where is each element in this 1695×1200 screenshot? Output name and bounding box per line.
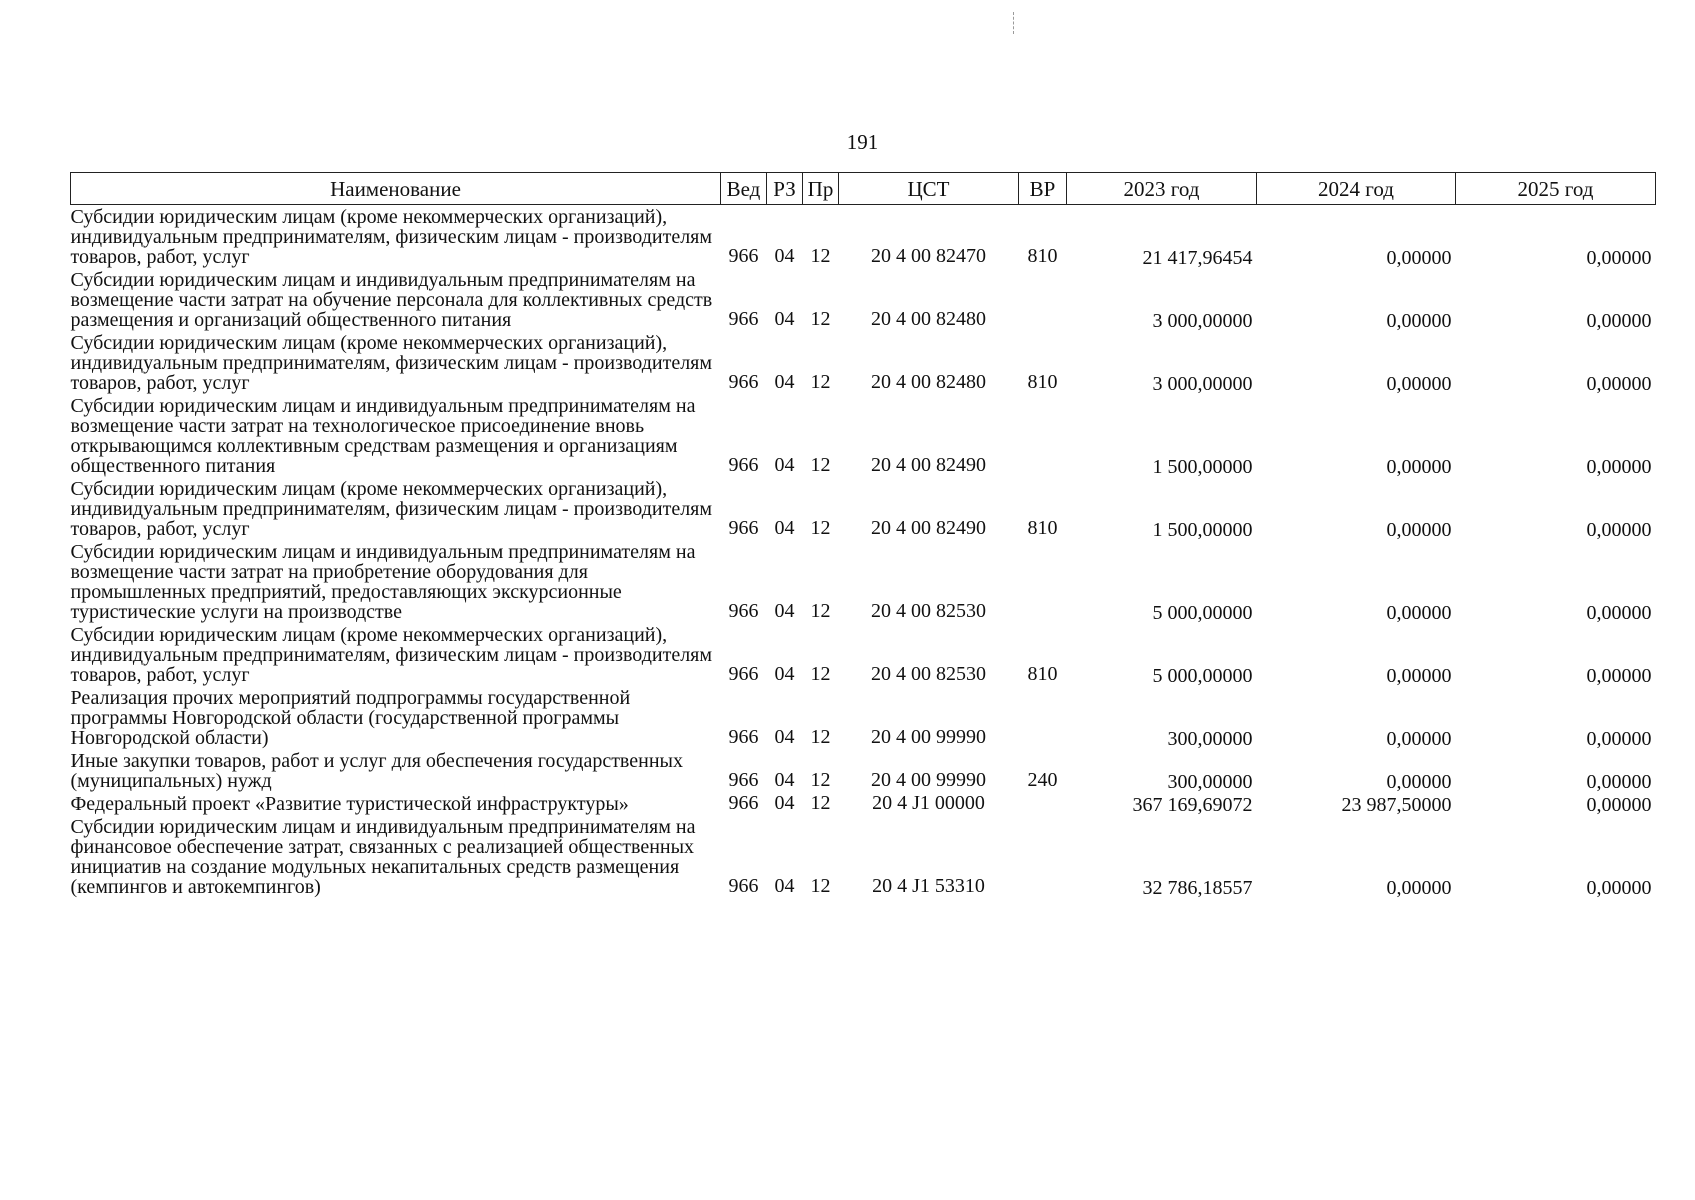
row-rz: 04 [774, 792, 795, 814]
table-row [71, 331, 1656, 394]
row-pr: 12 [810, 371, 831, 393]
table-row [71, 268, 1656, 331]
row-cst: 20 4 00 99990 [871, 769, 986, 791]
header-ved: Вед [721, 173, 767, 205]
row-name: Субсидии юридическим лицам и индивидуальным предпринимателям на возмещение части затрат на приобретение оборудования для промышленных предприятий, предоставляющих экскурсионные туристические услуги на производстве [70, 541, 696, 623]
row-vr: 240 [1027, 769, 1058, 791]
row-name: Субсидии юридическим лицам (кроме некоммерческих организаций), индивидуальным предпринимателям, физическим лицам - производителям товаров, работ, услуг [70, 206, 713, 268]
row-name: Субсидии юридическим лицам (кроме некоммерческих организаций), индивидуальным предпринимателям, физическим лицам - производителям товаров, работ, услуг [70, 332, 713, 394]
row-cst: 20 4 00 82530 [871, 600, 986, 622]
header-2025: 2025 год [1456, 173, 1656, 205]
row-name: Субсидии юридическим лицам (кроме некоммерческих организаций), индивидуальным предпринимателям, физическим лицам - производителям товаров, работ, услуг [70, 478, 713, 540]
row-vr [1019, 540, 1067, 623]
row-ved: 966 [728, 600, 759, 622]
row-2025: 0,00000 [1586, 373, 1652, 395]
row-name: Субсидии юридическим лицам и индивидуальным предпринимателям на возмещение части затрат на обучение персонала для коллективных средств размещения и организаций общественного питания [70, 269, 713, 331]
table-row [71, 792, 1656, 815]
row-2024: 0,00000 [1386, 373, 1452, 395]
row-name: Субсидии юридическим лицам и индивидуальным предпринимателям на финансовое обеспечение затрат, связанных с реализацией общественных инициатив на создание модульных некапитальных средств размещения (кемпингов и автокемпингов) [70, 816, 696, 898]
row-ved: 966 [728, 663, 759, 685]
table-row [71, 623, 1656, 686]
table-row [71, 205, 1656, 269]
row-pr: 12 [810, 769, 831, 791]
row-rz: 04 [774, 726, 795, 748]
row-2024: 0,00000 [1386, 877, 1452, 899]
row-2023: 3 000,00000 [1152, 373, 1253, 395]
row-cst: 20 4 00 82490 [871, 517, 986, 539]
table-row [71, 477, 1656, 540]
row-vr: 810 [1027, 371, 1058, 393]
row-2025: 0,00000 [1586, 665, 1652, 687]
table-row [71, 394, 1656, 477]
row-rz: 04 [774, 769, 795, 791]
page-number: 191 [846, 130, 879, 154]
row-ved: 966 [728, 454, 759, 476]
row-vr [1019, 686, 1067, 749]
page-edge-mark [1013, 12, 1015, 34]
row-ved: 966 [728, 245, 759, 267]
row-ved: 966 [728, 726, 759, 748]
row-pr: 12 [810, 308, 831, 330]
header-pr: Пр [803, 173, 839, 205]
table-header-row [71, 173, 1656, 205]
row-vr: 810 [1027, 245, 1058, 267]
table-row [71, 815, 1656, 898]
row-name: Субсидии юридическим лицам и индивидуальным предпринимателям на возмещение части затрат на технологическое присоединение вновь открывающимся коллективным средствам размещения и организациям общественного питания [70, 395, 696, 477]
row-pr: 12 [810, 663, 831, 685]
row-name: Реализация прочих мероприятий подпрограммы государственной программы Новгородской области (государственной программы Новгородской области) [70, 687, 631, 749]
row-2024: 0,00000 [1386, 456, 1452, 478]
row-2025: 0,00000 [1586, 877, 1652, 899]
row-pr: 12 [810, 600, 831, 622]
row-2023: 21 417,96454 [1142, 247, 1253, 269]
row-name: Субсидии юридическим лицам (кроме некоммерческих организаций), индивидуальным предпринимателям, физическим лицам - производителям товаров, работ, услуг [70, 624, 713, 686]
row-ved: 966 [728, 308, 759, 330]
row-rz: 04 [774, 245, 795, 267]
row-rz: 04 [774, 517, 795, 539]
row-2025: 0,00000 [1586, 310, 1652, 332]
row-2024: 0,00000 [1386, 665, 1452, 687]
budget-table [70, 172, 1656, 898]
row-pr: 12 [810, 726, 831, 748]
row-2025: 0,00000 [1586, 794, 1652, 816]
row-ved: 966 [728, 517, 759, 539]
table-row [71, 686, 1656, 749]
row-pr: 12 [810, 792, 831, 814]
row-ved: 966 [728, 371, 759, 393]
row-2025: 0,00000 [1586, 728, 1652, 750]
row-2024: 0,00000 [1386, 602, 1452, 624]
row-rz: 04 [774, 875, 795, 897]
row-2023: 3 000,00000 [1152, 310, 1253, 332]
row-2024: 0,00000 [1386, 247, 1452, 269]
header-name: Наименование [71, 173, 721, 205]
row-cst: 20 4 00 82470 [871, 245, 986, 267]
row-cst: 20 4 00 99990 [871, 726, 986, 748]
row-2023: 300,00000 [1167, 771, 1253, 793]
row-cst: 20 4 00 82490 [871, 454, 986, 476]
row-pr: 12 [810, 517, 831, 539]
row-2025: 0,00000 [1586, 602, 1652, 624]
row-rz: 04 [774, 454, 795, 476]
row-2023: 5 000,00000 [1152, 602, 1253, 624]
row-vr [1019, 815, 1067, 898]
row-rz: 04 [774, 600, 795, 622]
row-vr: 810 [1027, 663, 1058, 685]
row-2025: 0,00000 [1586, 456, 1652, 478]
row-cst: 20 4 J1 00000 [872, 792, 985, 814]
row-rz: 04 [774, 308, 795, 330]
row-2025: 0,00000 [1586, 247, 1652, 269]
row-pr: 12 [810, 454, 831, 476]
row-cst: 20 4 J1 53310 [872, 875, 985, 897]
row-2024: 0,00000 [1386, 310, 1452, 332]
row-2024: 0,00000 [1386, 728, 1452, 750]
row-ved: 966 [728, 769, 759, 791]
row-2023: 367 169,69072 [1132, 794, 1253, 816]
table-body [71, 205, 1656, 899]
header-2024: 2024 год [1257, 173, 1456, 205]
row-rz: 04 [774, 663, 795, 685]
row-2024: 23 987,50000 [1341, 794, 1452, 816]
row-2023: 1 500,00000 [1152, 519, 1253, 541]
row-2024: 0,00000 [1386, 771, 1452, 793]
row-name: Федеральный проект «Развитие туристической инфраструктуры» [70, 793, 629, 815]
row-cst: 20 4 00 82480 [871, 371, 986, 393]
table-row [71, 540, 1656, 623]
row-pr: 12 [810, 875, 831, 897]
header-vr: ВР [1019, 173, 1067, 205]
row-name: Иные закупки товаров, работ и услуг для обеспечения государственных (муниципальных) нужд [70, 750, 683, 792]
row-cst: 20 4 00 82480 [871, 308, 986, 330]
row-2024: 0,00000 [1386, 519, 1452, 541]
row-2023: 5 000,00000 [1152, 665, 1253, 687]
row-vr: 810 [1027, 517, 1058, 539]
row-ved: 966 [728, 792, 759, 814]
table-row [71, 749, 1656, 792]
row-2025: 0,00000 [1586, 519, 1652, 541]
row-vr [1019, 268, 1067, 331]
row-2023: 32 786,18557 [1142, 877, 1253, 899]
row-rz: 04 [774, 371, 795, 393]
row-pr: 12 [810, 245, 831, 267]
header-rz: РЗ [767, 173, 803, 205]
header-2023: 2023 год [1067, 173, 1257, 205]
row-2025: 0,00000 [1586, 771, 1652, 793]
row-2023: 1 500,00000 [1152, 456, 1253, 478]
row-cst: 20 4 00 82530 [871, 663, 986, 685]
row-2023: 300,00000 [1167, 728, 1253, 750]
row-vr [1019, 792, 1067, 815]
header-cst: ЦСТ [839, 173, 1019, 205]
row-ved: 966 [728, 875, 759, 897]
row-vr [1019, 394, 1067, 477]
